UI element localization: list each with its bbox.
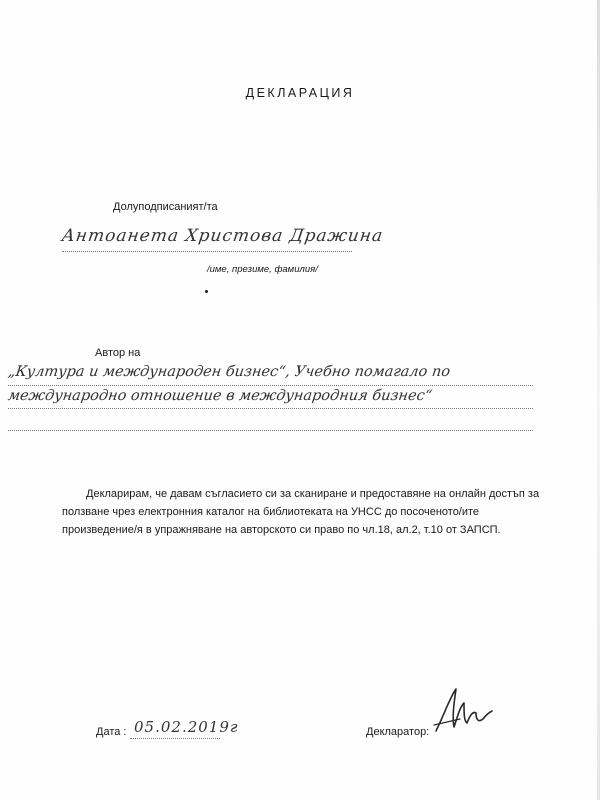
signature-image <box>430 685 496 741</box>
date-dotted-line <box>130 738 220 739</box>
work-dotted-line-1 <box>8 385 533 386</box>
handwritten-name: Антоанета Христова Дражина <box>60 226 385 246</box>
date-label: Дата : <box>96 726 127 738</box>
declaration-text: Декларирам, че давам съгласието си за сканиране и предоставяне на онлайн достъп за ползване чрез електронния каталог на библиотеката на УНСС до посоченото/ите произведение/я в упражняване на авторското си право по чл.18, ал.2, т.10 от ЗАПСП. <box>62 488 540 536</box>
work-dotted-line-3 <box>8 430 533 431</box>
undersigned-label: Долуподписаният/та <box>113 201 218 213</box>
declarant-label: Декларатор: <box>366 726 430 738</box>
stray-mark <box>205 290 208 293</box>
name-dotted-line <box>62 251 352 252</box>
date-value: 05.02.2019г <box>134 718 239 736</box>
author-label: Автор на <box>95 347 141 359</box>
document-title: ДЕКЛАРАЦИЯ <box>245 86 355 100</box>
work-title-line-2: международно отношение в международния бизнес“ <box>6 388 434 404</box>
work-title-line-1: „Култура и международен бизнес“, Учебно помагало по <box>6 364 452 380</box>
name-hint: /име, презиме, фамилия/ <box>207 264 318 275</box>
work-dotted-line-2 <box>8 408 533 409</box>
